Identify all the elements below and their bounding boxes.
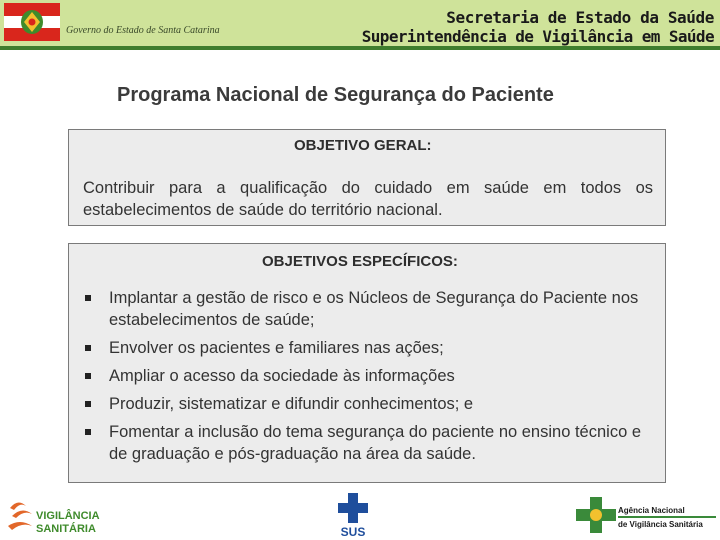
- bullet-icon: [85, 373, 91, 379]
- list-item-text: Produzir, sistematizar e difundir conhecimentos; e: [109, 395, 474, 413]
- page-title: Programa Nacional de Segurança do Paciente: [117, 84, 554, 106]
- general-objective-box: [68, 129, 666, 226]
- list-item: [83, 421, 663, 465]
- list-item: [83, 393, 663, 415]
- specific-objectives-heading: OBJETIVOS ESPECÍFICOS:: [262, 253, 458, 270]
- list-item-text: Implantar a gestão de risco e os Núcleos de Segurança do Paciente nos estabelecimentos de saúde;: [109, 289, 639, 329]
- list-item: [83, 287, 663, 331]
- superintendency-title: Superintendência de Vigilância em Saúde: [361, 27, 714, 46]
- bullet-icon: [85, 429, 91, 435]
- secretariat-title: Secretaria de Estado da Saúde: [446, 8, 714, 27]
- sanitaria-label: SANITÁRIA: [36, 523, 96, 535]
- anvisa-divider: [618, 516, 716, 518]
- sus-logo-icon: [336, 491, 370, 539]
- anvisa-logo-icon: [574, 495, 618, 535]
- list-item-text: Envolver os pacientes e familiares nas ações;: [109, 339, 444, 357]
- list-item: [83, 337, 663, 359]
- list-item: [83, 365, 663, 387]
- santa-catarina-flag-icon: [4, 3, 60, 41]
- specific-objectives-list: [83, 287, 663, 471]
- sus-label: SUS: [340, 525, 366, 539]
- anvisa-name-line1: Agência Nacional: [618, 506, 685, 515]
- anvisa-name-line2: de Vigilância Sanitária: [618, 520, 703, 529]
- list-item-text: Ampliar o acesso da sociedade às informações: [109, 367, 455, 385]
- bullet-icon: [85, 401, 91, 407]
- header-divider: [0, 46, 720, 50]
- specific-objectives-box: [68, 243, 666, 483]
- bullet-icon: [85, 295, 91, 301]
- list-item-text: Fomentar a inclusão do tema segurança do paciente no ensino técnico e de graduação e pós-graduação na área da saúde.: [109, 423, 642, 463]
- vigilancia-label: VIGILÂNCIA: [36, 510, 100, 522]
- government-name: Governo do Estado de Santa Catarina: [66, 25, 220, 36]
- general-objective-heading: OBJETIVO GERAL:: [294, 137, 432, 154]
- general-objective-text: Contribuir para a qualificação do cuidado em saúde em todos os estabelecimentos de saúde do território nacional.: [83, 179, 653, 219]
- bullet-icon: [85, 345, 91, 351]
